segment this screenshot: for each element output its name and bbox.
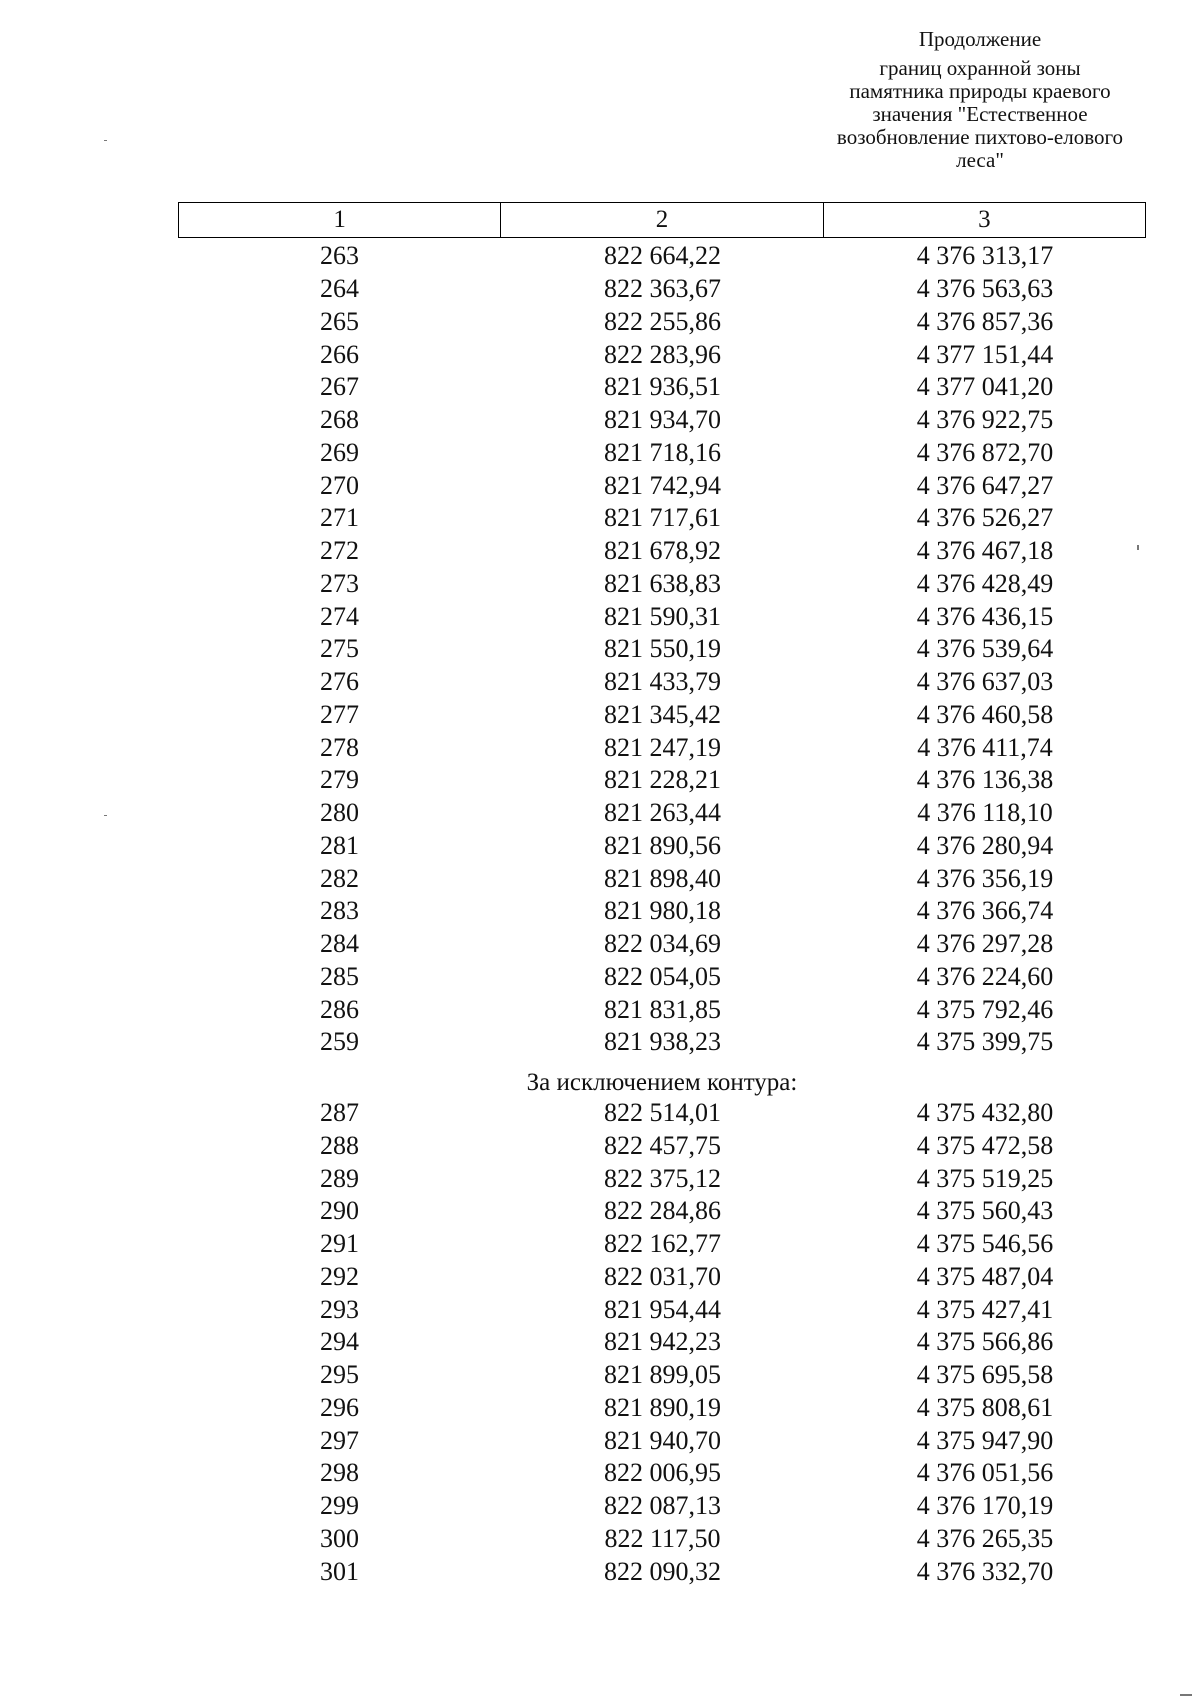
- y-coordinate-cell: 4 376 411,74: [917, 732, 1053, 762]
- x-coordinate-cell: 822 363,67: [604, 274, 721, 304]
- table-row: [178, 1457, 1146, 1490]
- document-header: [780, 28, 1180, 172]
- table-row: [178, 306, 1146, 339]
- coordinates-table-body: [178, 240, 1146, 1588]
- table-row: [178, 1424, 1146, 1457]
- y-coordinate-cell: 4 375 546,56: [916, 1229, 1054, 1259]
- y-coordinate-cell: 4 375 792,46: [916, 994, 1054, 1024]
- table-row: [178, 830, 1146, 863]
- x-coordinate-cell: 822 457,75: [604, 1130, 721, 1160]
- x-coordinate-cell: 822 117,50: [604, 1523, 721, 1553]
- point-number-cell: 283: [320, 896, 359, 926]
- x-coordinate-cell: 822 006,95: [604, 1458, 721, 1488]
- x-coordinate-cell: 821 954,44: [604, 1294, 721, 1324]
- point-number-cell: 274: [320, 601, 359, 631]
- point-number-cell: 292: [320, 1261, 359, 1291]
- x-coordinate-cell: 821 590,31: [604, 601, 721, 631]
- document-title: [780, 57, 1180, 172]
- x-coordinate-cell: 821 936,51: [604, 372, 721, 402]
- x-coordinate-cell: 821 678,92: [604, 536, 721, 566]
- point-number-cell: 266: [320, 339, 359, 369]
- y-coordinate-cell: 4 376 872,70: [916, 437, 1054, 467]
- y-coordinate-cell: 4 376 526,27: [916, 503, 1054, 533]
- point-number-cell: 273: [320, 568, 359, 598]
- y-coordinate-cell: 4 376 051,56: [916, 1458, 1054, 1488]
- table-row: [178, 240, 1146, 273]
- scan-speck: [1137, 545, 1139, 550]
- table-row: [178, 1130, 1146, 1163]
- point-number-cell: 272: [320, 536, 359, 566]
- x-coordinate-cell: 821 938,23: [604, 1027, 721, 1057]
- point-number-cell: 279: [320, 765, 359, 795]
- table-row: [178, 1392, 1146, 1425]
- y-coordinate-cell: 4 375 808,61: [916, 1392, 1054, 1422]
- x-coordinate-cell: 821 940,70: [604, 1425, 721, 1455]
- point-number-cell: 291: [320, 1229, 359, 1259]
- table-row: [178, 338, 1146, 371]
- x-coordinate-cell: 821 247,19: [604, 732, 721, 762]
- x-coordinate-cell: 821 638,83: [604, 568, 721, 598]
- point-number-cell: 263: [320, 241, 359, 271]
- x-coordinate-cell: 822 255,86: [604, 306, 721, 336]
- x-coordinate-cell: 821 718,16: [604, 437, 721, 467]
- point-number-cell: 296: [320, 1392, 359, 1422]
- y-coordinate-cell: 4 376 467,18: [916, 536, 1054, 566]
- table-row: [178, 731, 1146, 764]
- x-coordinate-cell: 821 942,23: [604, 1327, 721, 1357]
- point-number-cell: 276: [320, 667, 359, 697]
- x-coordinate-cell: 821 890,19: [604, 1392, 721, 1422]
- x-coordinate-cell: 821 934,70: [604, 405, 721, 435]
- x-coordinate-cell: 822 375,12: [604, 1163, 721, 1193]
- y-coordinate-cell: 4 375 399,75: [916, 1027, 1054, 1057]
- table-row: [178, 1293, 1146, 1326]
- point-number-cell: 268: [320, 405, 359, 435]
- title-line: возобновление пихтово-елового: [836, 125, 1124, 149]
- table-row: [178, 502, 1146, 535]
- point-number-cell: 298: [320, 1458, 359, 1488]
- scan-speck: [1180, 1694, 1192, 1696]
- point-number-cell: 264: [320, 274, 359, 304]
- table-row: [178, 797, 1146, 830]
- y-coordinate-cell: 4 376 428,49: [916, 568, 1054, 598]
- table-row: [178, 764, 1146, 797]
- y-coordinate-cell: 4 376 297,28: [916, 929, 1054, 959]
- x-coordinate-cell: 822 283,96: [604, 339, 721, 369]
- x-coordinate-cell: 821 717,61: [604, 503, 721, 533]
- table-row: [178, 1490, 1146, 1523]
- table-row: [178, 404, 1146, 437]
- x-coordinate-cell: 821 899,05: [604, 1360, 721, 1390]
- column-header-1: 1: [179, 203, 501, 238]
- point-number-cell: 295: [320, 1360, 359, 1390]
- table-row: [178, 1523, 1146, 1556]
- header-row: [179, 203, 1146, 238]
- y-coordinate-cell: 4 375 519,25: [916, 1163, 1054, 1193]
- point-number-cell: 294: [320, 1327, 359, 1357]
- table-row: [178, 273, 1146, 306]
- point-number-cell: 275: [320, 634, 359, 664]
- x-coordinate-cell: 821 742,94: [604, 470, 721, 500]
- y-coordinate-cell: 4 376 637,03: [916, 667, 1054, 697]
- point-number-cell: 270: [320, 470, 359, 500]
- point-number-cell: 293: [320, 1294, 359, 1324]
- point-number-cell: 269: [320, 437, 359, 467]
- x-coordinate-cell: 821 898,40: [604, 863, 721, 893]
- point-number-cell: 289: [320, 1163, 359, 1193]
- table-row: [178, 437, 1146, 470]
- x-coordinate-cell: 822 054,05: [604, 961, 721, 991]
- point-number-cell: 259: [320, 1027, 359, 1057]
- table-row: [178, 961, 1146, 994]
- point-number-cell: 271: [320, 503, 359, 533]
- y-coordinate-cell: 4 375 472,58: [916, 1130, 1054, 1160]
- table-row: [178, 666, 1146, 699]
- x-coordinate-cell: 822 087,13: [604, 1491, 721, 1521]
- y-coordinate-cell: 4 376 170,19: [916, 1491, 1054, 1521]
- y-coordinate-cell: 4 376 356,19: [916, 863, 1054, 893]
- y-coordinate-cell: 4 376 280,94: [916, 830, 1054, 860]
- table-row: [178, 633, 1146, 666]
- point-number-cell: 282: [320, 863, 359, 893]
- continuation-label: Продолжение: [918, 27, 1042, 51]
- y-coordinate-cell: 4 376 224,60: [916, 961, 1054, 991]
- table-row: [178, 1195, 1146, 1228]
- y-coordinate-cell: 4 375 487,04: [916, 1261, 1054, 1291]
- y-coordinate-cell: 4 376 436,15: [916, 601, 1054, 631]
- point-number-cell: 285: [320, 961, 359, 991]
- point-number-cell: 281: [320, 830, 359, 860]
- scan-speck: [104, 815, 107, 816]
- point-number-cell: 265: [320, 306, 359, 336]
- table-row: [178, 862, 1146, 895]
- point-number-cell: 287: [320, 1098, 359, 1128]
- x-coordinate-cell: 822 664,22: [604, 241, 721, 271]
- table-row: [178, 469, 1146, 502]
- point-number-cell: 288: [320, 1130, 359, 1160]
- column-header-3: 3: [823, 203, 1145, 238]
- x-coordinate-cell: 821 980,18: [604, 896, 721, 926]
- title-line: границ охранной зоны: [879, 56, 1081, 80]
- point-number-cell: 290: [320, 1196, 359, 1226]
- point-number-cell: 280: [320, 798, 359, 828]
- y-coordinate-cell: 4 376 332,70: [916, 1556, 1054, 1586]
- y-coordinate-cell: 4 376 366,74: [916, 896, 1054, 926]
- y-coordinate-cell: 4 375 560,43: [916, 1196, 1054, 1226]
- y-coordinate-cell: 4 376 265,35: [916, 1523, 1054, 1553]
- x-coordinate-cell: 822 514,01: [604, 1098, 721, 1128]
- y-coordinate-cell: 4 376 922,75: [916, 405, 1054, 435]
- table-row: [178, 1026, 1146, 1059]
- table-row: [178, 1261, 1146, 1294]
- point-number-cell: 286: [320, 994, 359, 1024]
- table-row: [178, 600, 1146, 633]
- point-number-cell: 300: [320, 1523, 359, 1553]
- x-coordinate-cell: 821 263,44: [604, 798, 721, 828]
- title-line: леса": [956, 148, 1004, 172]
- table-row: [178, 895, 1146, 928]
- x-coordinate-cell: 821 433,79: [604, 667, 721, 697]
- x-coordinate-cell: 821 890,56: [604, 830, 721, 860]
- point-number-cell: 277: [320, 699, 359, 729]
- x-coordinate-cell: 821 228,21: [604, 765, 721, 795]
- table-row: [178, 1228, 1146, 1261]
- x-coordinate-cell: 821 831,85: [604, 994, 721, 1024]
- y-coordinate-cell: 4 376 118,10: [917, 798, 1053, 828]
- title-line: памятника природы краевого: [849, 79, 1111, 103]
- x-coordinate-cell: 822 284,86: [604, 1196, 721, 1226]
- y-coordinate-cell: 4 375 947,90: [916, 1425, 1054, 1455]
- table-row: [178, 993, 1146, 1026]
- y-coordinate-cell: 4 376 647,27: [916, 470, 1054, 500]
- scan-speck: [104, 140, 107, 141]
- y-coordinate-cell: 4 376 539,64: [916, 634, 1054, 664]
- y-coordinate-cell: 4 376 563,63: [916, 274, 1054, 304]
- table-row: [178, 1326, 1146, 1359]
- column-header-2: 2: [501, 203, 823, 238]
- y-coordinate-cell: 4 377 041,20: [916, 372, 1054, 402]
- y-coordinate-cell: 4 375 432,80: [916, 1098, 1054, 1128]
- point-number-cell: 284: [320, 929, 359, 959]
- y-coordinate-cell: 4 376 313,17: [916, 241, 1054, 271]
- x-coordinate-cell: 822 034,69: [604, 929, 721, 959]
- x-coordinate-cell: 821 550,19: [604, 634, 721, 664]
- point-number-cell: 297: [320, 1425, 359, 1455]
- y-coordinate-cell: 4 375 566,86: [916, 1327, 1054, 1357]
- y-coordinate-cell: 4 377 151,44: [916, 339, 1054, 369]
- table-row: [178, 928, 1146, 961]
- x-coordinate-cell: 822 162,77: [604, 1229, 721, 1259]
- y-coordinate-cell: 4 375 427,41: [916, 1294, 1054, 1324]
- exclusion-label: За исключением контура:: [526, 1068, 798, 1096]
- table-row: [178, 1097, 1146, 1130]
- x-coordinate-cell: 821 345,42: [604, 699, 721, 729]
- coordinates-table-header: [178, 202, 1146, 238]
- table-row: [178, 371, 1146, 404]
- x-coordinate-cell: 822 090,32: [604, 1556, 721, 1586]
- point-number-cell: 301: [320, 1556, 359, 1586]
- y-coordinate-cell: 4 375 695,58: [916, 1360, 1054, 1390]
- table-row: [178, 568, 1146, 601]
- table-row: [178, 535, 1146, 568]
- table-row: [178, 699, 1146, 732]
- point-number-cell: 299: [320, 1491, 359, 1521]
- y-coordinate-cell: 4 376 136,38: [916, 765, 1054, 795]
- table-row: [178, 1162, 1146, 1195]
- table-row: [178, 1555, 1146, 1588]
- y-coordinate-cell: 4 376 460,58: [916, 699, 1054, 729]
- title-line: значения "Естественное: [872, 102, 1088, 126]
- table-row: [178, 1359, 1146, 1392]
- point-number-cell: 278: [320, 732, 359, 762]
- x-coordinate-cell: 822 031,70: [604, 1261, 721, 1291]
- y-coordinate-cell: 4 376 857,36: [916, 306, 1054, 336]
- point-number-cell: 267: [320, 372, 359, 402]
